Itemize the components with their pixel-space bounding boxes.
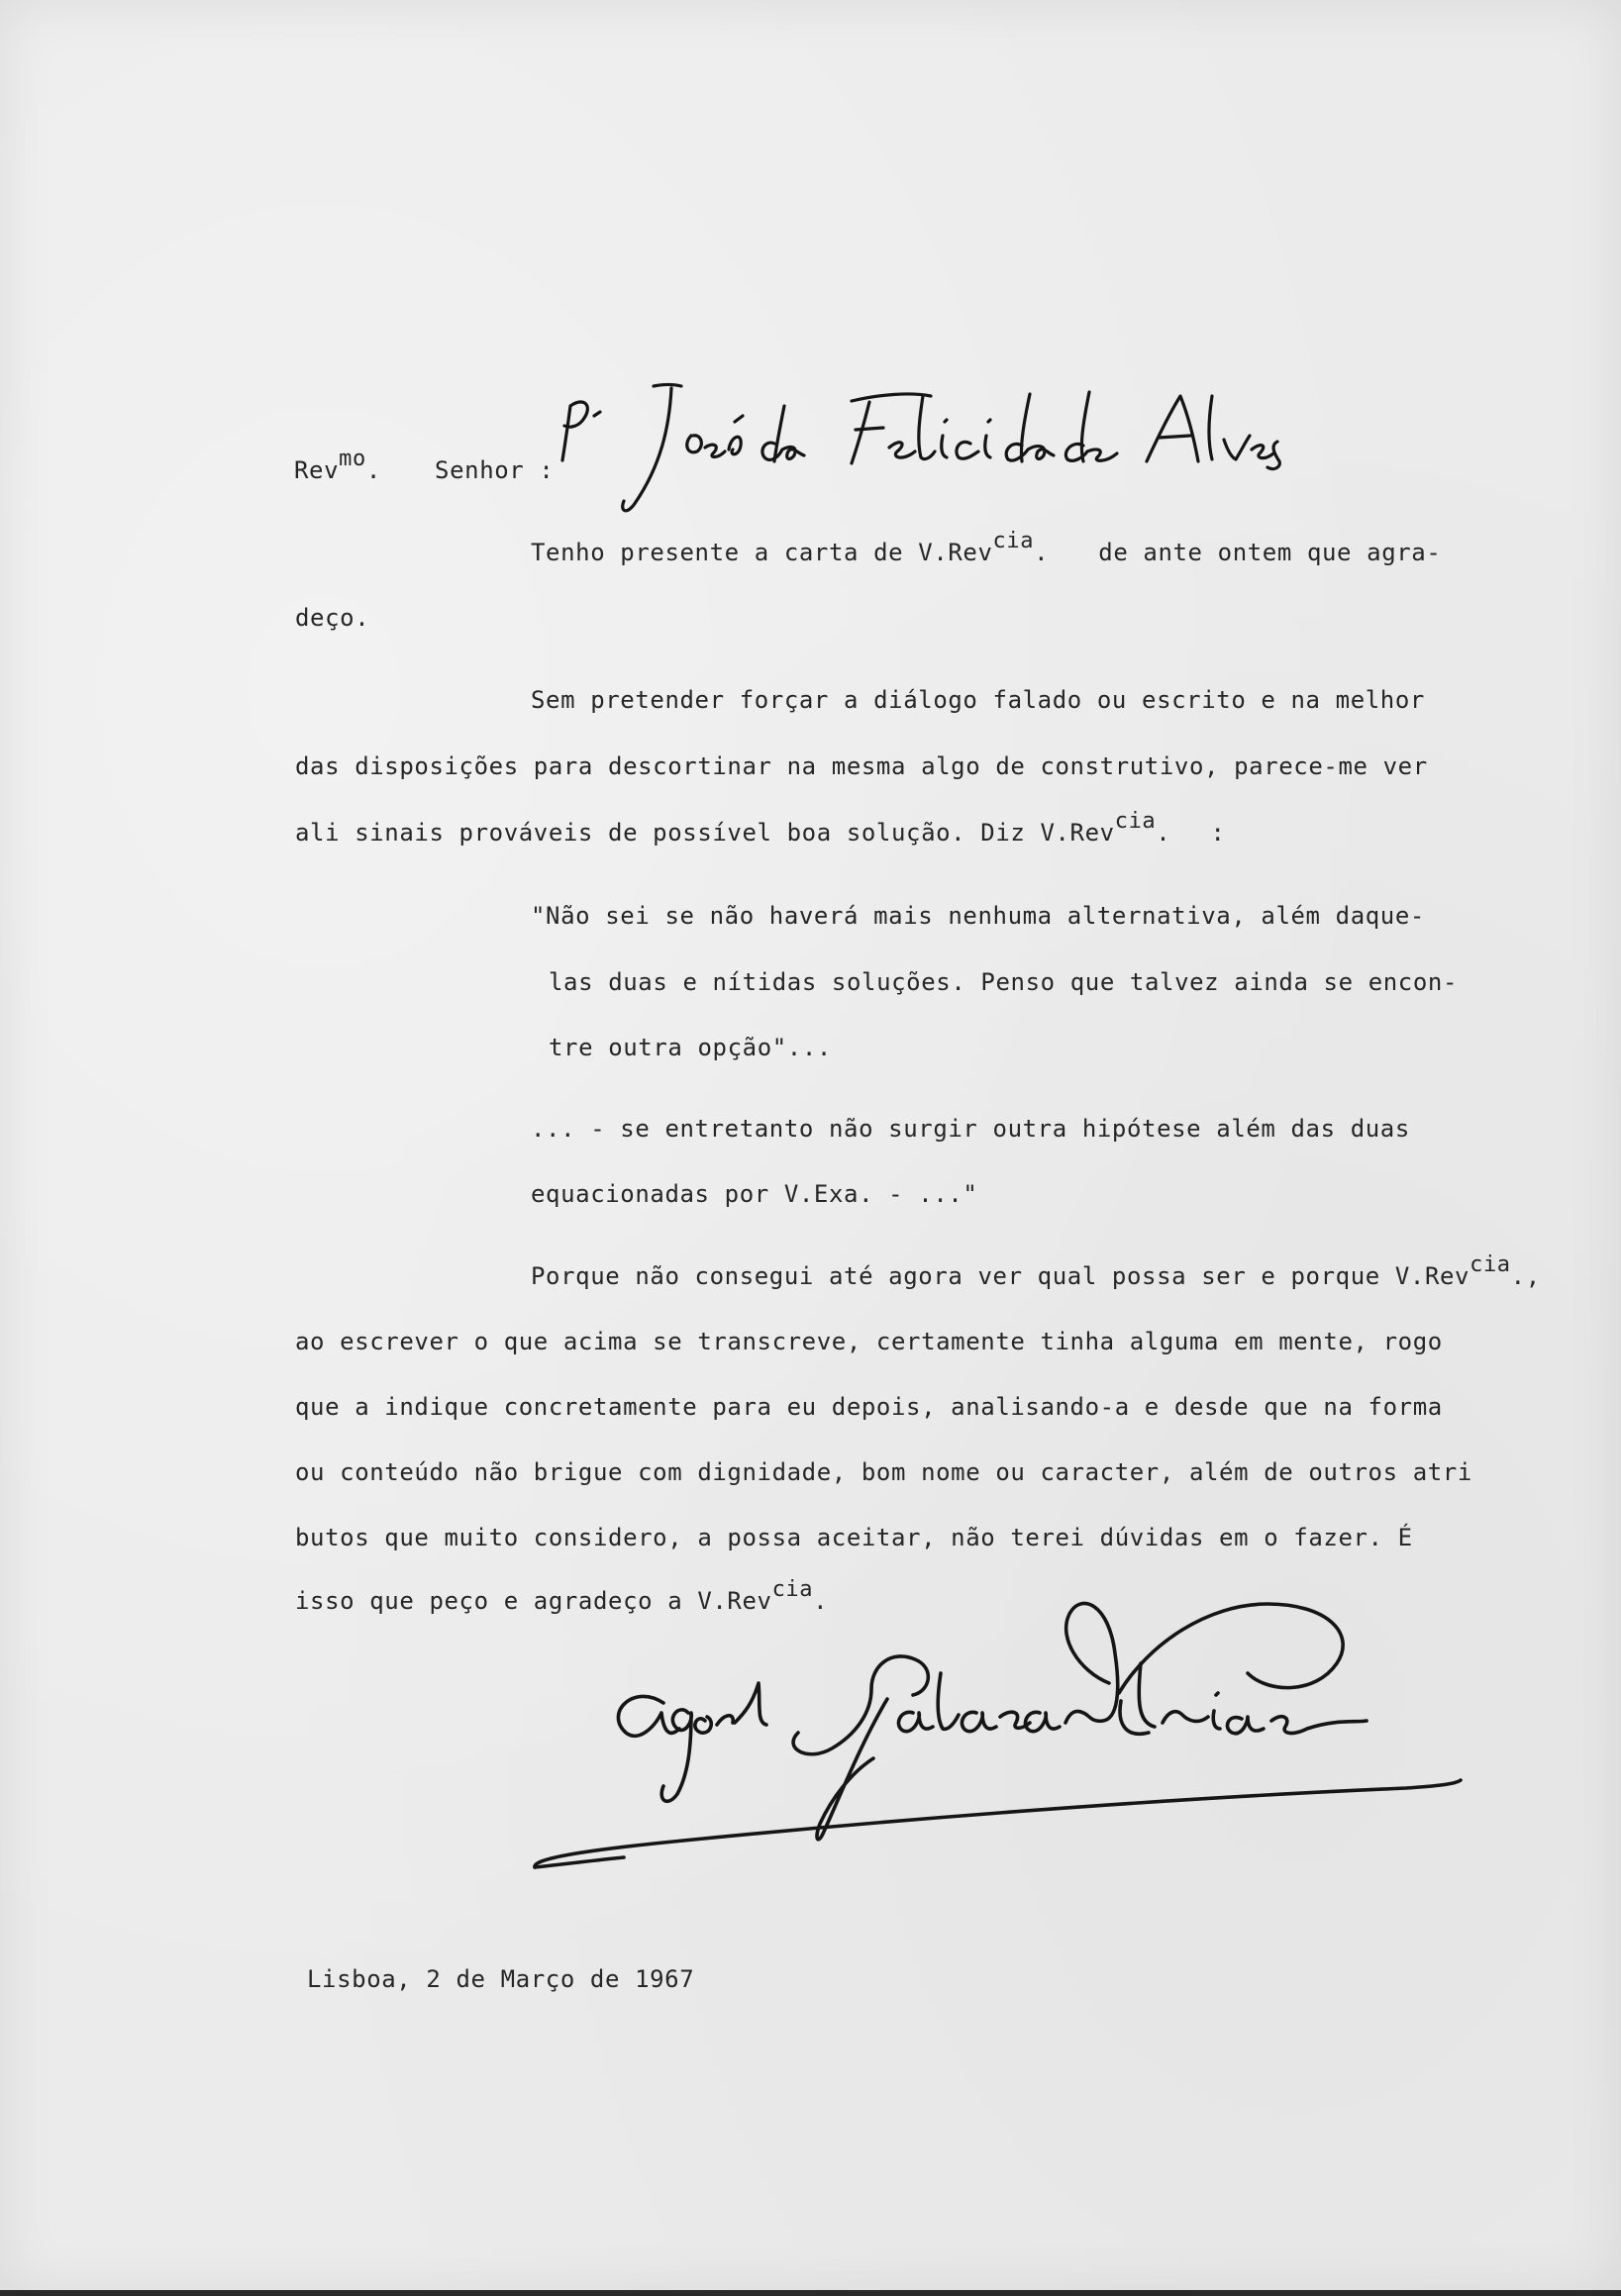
paragraph-2-text: ali sinais prováveis de possível boa solução. Diz V.Rev xyxy=(295,819,1115,847)
quote-1-line-1: "Não sei se não haverá mais nenhuma alternativa, além daque- xyxy=(531,902,1425,930)
salutation xyxy=(294,447,555,484)
paragraph-2-line-3 xyxy=(295,809,1226,847)
superscript-cia: cia xyxy=(1469,1252,1511,1277)
paragraph-2-text-end: : xyxy=(1210,819,1226,847)
superscript-dot: . xyxy=(813,1587,829,1615)
paragraph-2-line-2: das disposições para descortinar na mesma algo de construtivo, parece-me ver xyxy=(295,752,1428,780)
salutation-rev-dot: . xyxy=(365,456,381,484)
superscript-dot: . xyxy=(1156,819,1171,847)
quote-2-line-2: equacionadas por V.Exa. - ..." xyxy=(531,1180,978,1208)
paragraph-3-line-1 xyxy=(531,1252,1541,1290)
page-bottom-edge xyxy=(0,2290,1621,2296)
paragraph-3-line-4: ou conteúdo não brigue com dignidade, bom nome ou caracter, além de outros atri xyxy=(295,1458,1472,1486)
paragraph-1-line-2: deço. xyxy=(295,604,370,632)
superscript-cia: cia xyxy=(771,1577,814,1602)
superscript-dot: ., xyxy=(1510,1262,1541,1290)
addressee-handwritten xyxy=(555,366,1287,525)
paragraph-1-line-1 xyxy=(531,529,1442,566)
salutation-senhor: Senhor : xyxy=(435,456,555,484)
quote-1-line-2: las duas e nítidas soluções. Penso que talvez ainda se encon- xyxy=(549,968,1459,996)
salutation-rev: Rev xyxy=(294,456,340,484)
superscript-dot: . xyxy=(1034,539,1050,566)
salutation-rev-superscript: mo xyxy=(339,447,366,471)
paragraph-3-line-2: ao escrever o que acima se transcreve, certamente tinha alguma em mente, rogo xyxy=(295,1328,1443,1355)
signature-handwritten xyxy=(515,1564,1466,1881)
paragraph-1-text: Tenho presente a carta de V.Rev xyxy=(531,539,993,566)
paragraph-3-text-end: isso que peço e agradeço a V.Rev xyxy=(295,1587,772,1615)
paragraph-1-text-end: de ante ontem que agra- xyxy=(1098,539,1442,566)
quote-1-line-3: tre outra opção"... xyxy=(549,1034,832,1061)
paragraph-2-line-1: Sem pretender forçar a diálogo falado ou escrito e na melhor xyxy=(531,686,1425,714)
superscript-cia: cia xyxy=(1114,809,1157,834)
place-and-date: Lisboa, 2 de Março de 1967 xyxy=(307,1965,695,1993)
superscript-cia: cia xyxy=(992,529,1035,553)
paragraph-3-text: Porque não consegui até agora ver qual possa ser e porque V.Rev xyxy=(531,1262,1470,1290)
quote-2-line-1: ... - se entretanto não surgir outra hipótese além das duas xyxy=(531,1115,1410,1143)
paragraph-3-line-3: que a indique concretamente para eu depois, analisando-a e desde que na forma xyxy=(295,1393,1443,1421)
paragraph-3-line-5: butos que muito considero, a possa aceitar, não terei dúvidas em o fazer. É xyxy=(295,1524,1413,1551)
